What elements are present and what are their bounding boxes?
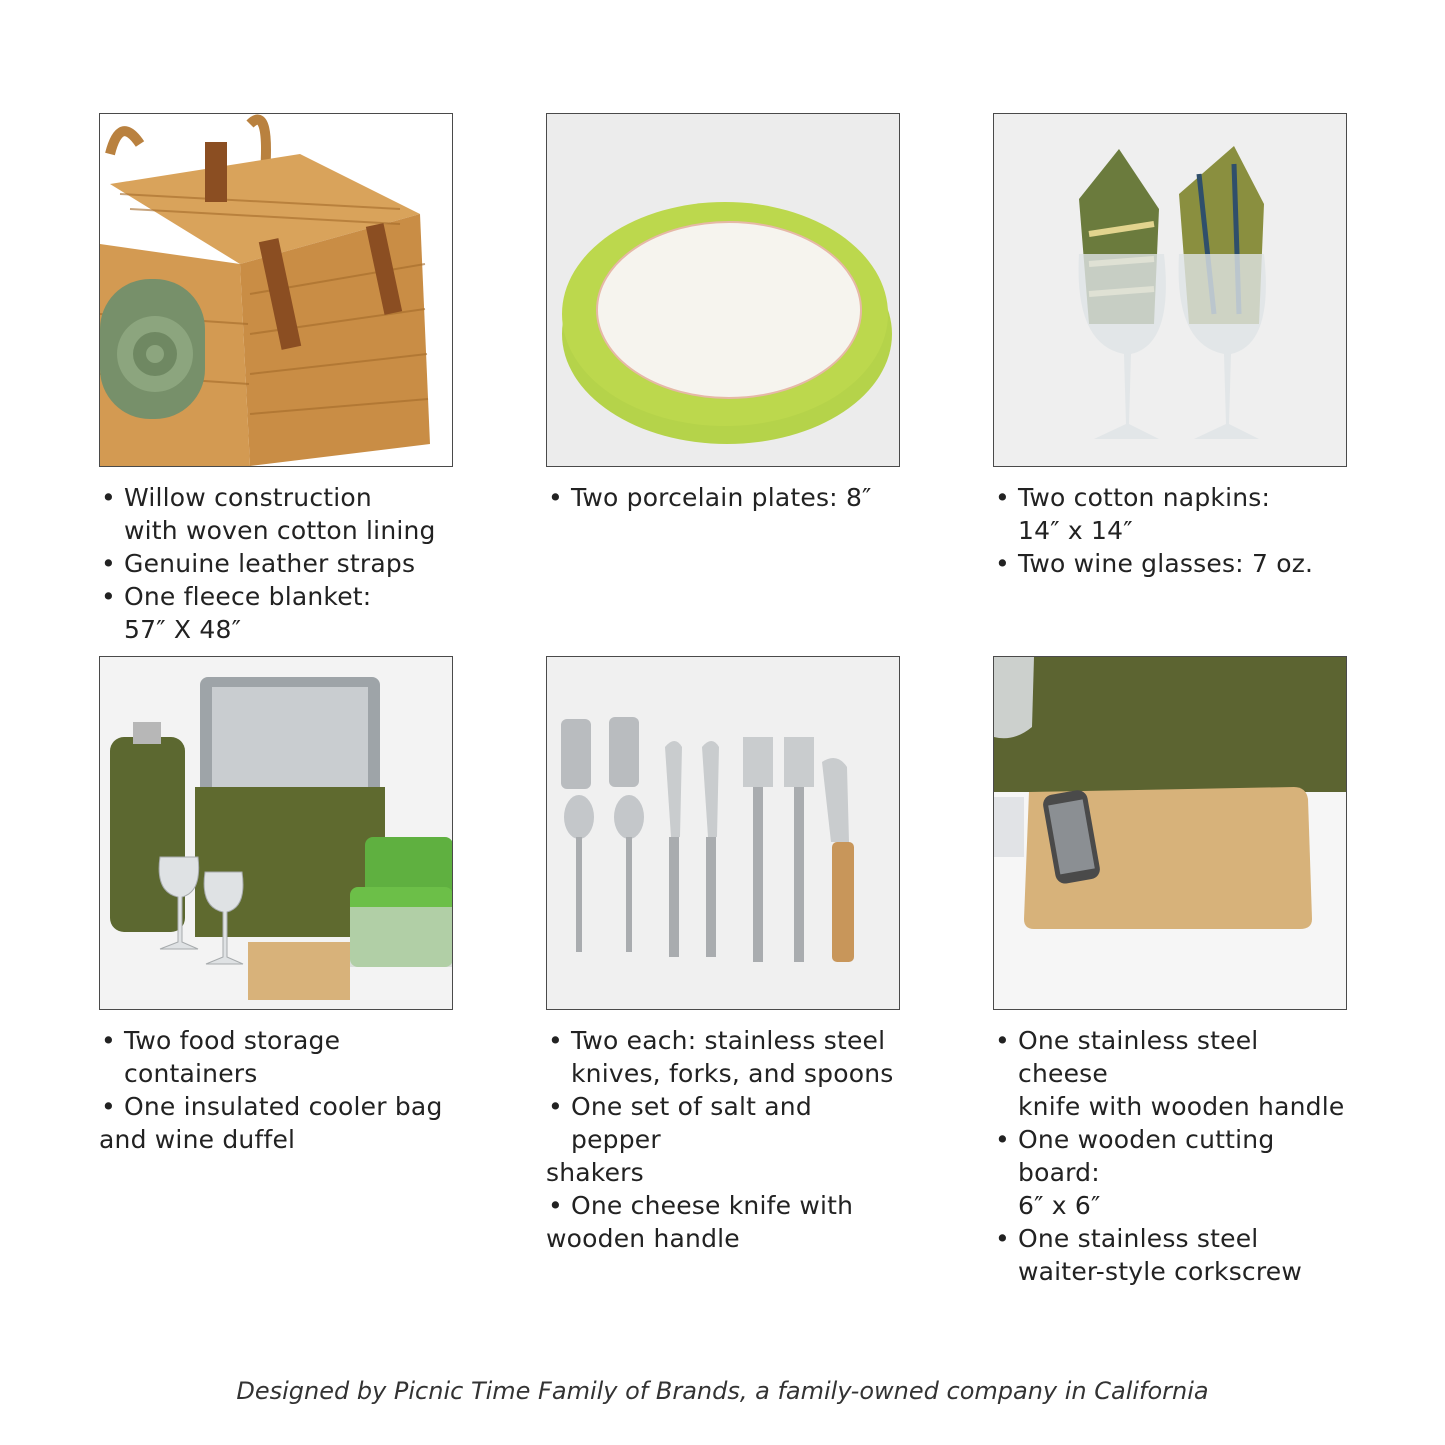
cutting-board-features <box>993 1024 1347 1288</box>
cooler-features <box>99 1024 453 1156</box>
napkins-features <box>993 481 1347 580</box>
feature-line-continued: with woven cotton lining <box>124 516 436 545</box>
feature-line-continued: knife with wooden handle <box>1018 1092 1345 1121</box>
basket-image <box>100 114 452 466</box>
cutting-board-photo <box>993 656 1347 1010</box>
feature-line-continued: and wine duffel <box>99 1125 296 1154</box>
feature-line-continued: knives, forks, and spoons <box>571 1059 894 1088</box>
product-card-flatware <box>546 656 900 1255</box>
napkins-photo <box>993 113 1347 467</box>
feature-line: • Two porcelain plates: 8″ <box>546 481 900 514</box>
flatware-image <box>547 657 899 1009</box>
cooler-photo <box>99 656 453 1010</box>
plates-image <box>547 114 899 466</box>
feature-line: • One stainless steel <box>993 1222 1347 1255</box>
feature-line-continued: shakers <box>546 1158 644 1187</box>
feature-line: • One cheese knife with <box>546 1189 900 1222</box>
feature-line: • Two each: stainless steel <box>546 1024 900 1057</box>
feature-line: • Two cotton napkins: <box>993 481 1347 514</box>
feature-line: • Willow construction <box>99 481 453 514</box>
product-card-basket <box>99 113 453 646</box>
plates-features <box>546 481 900 514</box>
product-card-plates <box>546 113 900 514</box>
feature-line-continued: waiter-style corkscrew <box>1018 1257 1303 1286</box>
feature-line-continued: 6″ x 6″ <box>1018 1191 1101 1220</box>
cutting-board-image <box>994 657 1346 1009</box>
feature-line-continued: wooden handle <box>546 1224 740 1253</box>
feature-line: • Two wine glasses: 7 oz. <box>993 547 1347 580</box>
basket-photo <box>99 113 453 467</box>
feature-line-continued: 14″ x 14″ <box>1018 516 1133 545</box>
flatware-features <box>546 1024 900 1255</box>
plates-photo <box>546 113 900 467</box>
product-card-cutting-board <box>993 656 1347 1288</box>
flatware-photo <box>546 656 900 1010</box>
feature-line: • One set of salt and pepper <box>546 1090 900 1156</box>
feature-line: • One wooden cutting board: <box>993 1123 1347 1189</box>
footer-credit: Designed by Picnic Time Family of Brands, a family-owned company in California <box>236 1377 1209 1405</box>
napkins-image <box>994 114 1346 466</box>
feature-line: • Two food storage containers <box>99 1024 453 1090</box>
feature-line-continued: 57″ X 48″ <box>124 615 242 644</box>
feature-line: • One fleece blanket: <box>99 580 453 613</box>
basket-features <box>99 481 453 646</box>
product-card-napkins <box>993 113 1347 580</box>
product-card-cooler <box>99 656 453 1156</box>
feature-line: • One insulated cooler bag <box>99 1090 453 1123</box>
feature-line: • One stainless steel cheese <box>993 1024 1347 1090</box>
feature-line: • Genuine leather straps <box>99 547 453 580</box>
cooler-image <box>100 657 452 1009</box>
